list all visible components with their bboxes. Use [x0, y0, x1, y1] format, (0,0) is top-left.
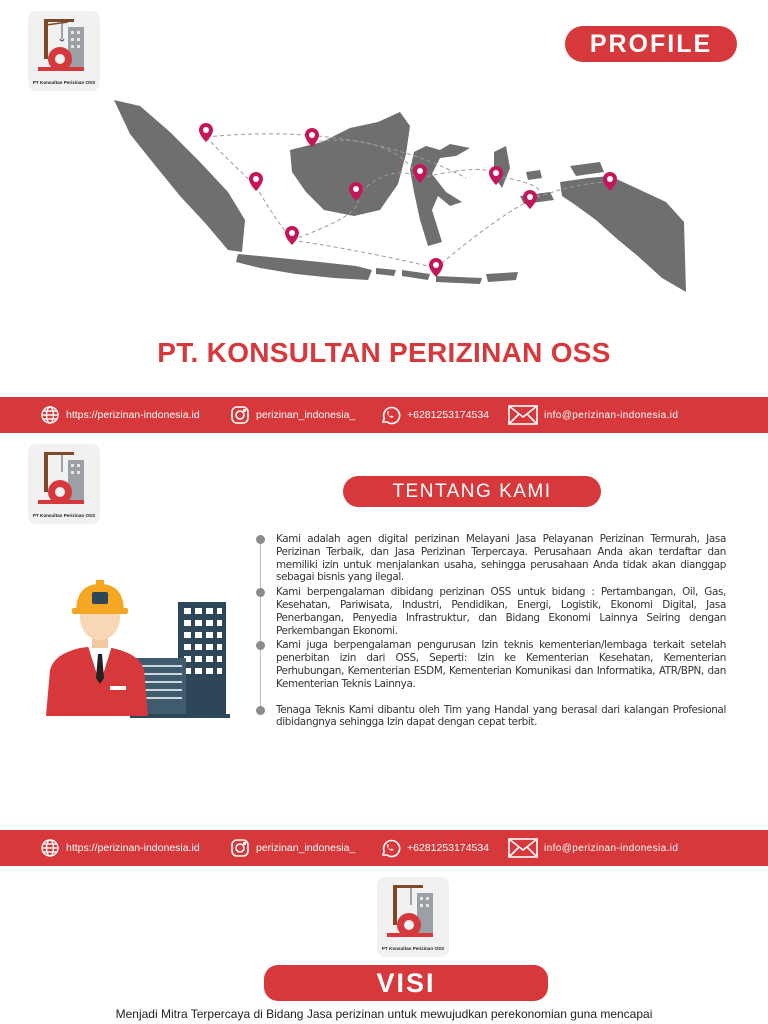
globe-icon — [40, 838, 60, 858]
email-address[interactable]: info@perizinan-indonesia.id — [544, 842, 679, 854]
contact-instagram[interactable] — [230, 397, 355, 433]
indonesia-map — [110, 92, 690, 322]
about-item-text: Tenaga Teknis Kami dibantu oleh Tim yang Handal yang berasal dari kalangan Profesional dibidangnya sehingga Izin dapat dengan cepat terbit. — [276, 703, 726, 729]
logo-caption: PT Konsultan Perizinan OSS — [32, 513, 96, 518]
company-logo — [28, 11, 100, 91]
visi-title-badge: VISI — [264, 965, 548, 1001]
crane-gear-icon — [387, 881, 439, 939]
instagram-handle[interactable]: perizinan_indonesia_ — [256, 842, 356, 854]
instagram-icon — [230, 405, 250, 425]
bullet-dot — [256, 588, 265, 597]
logo-caption: PT Konsultan Perizinan OSS — [32, 80, 96, 85]
about-item-text: Kami juga berpengalaman pengurusan Izin teknis kementerian/lembaga terkait setelah penerbitan izin dari OSS, Seperti: Izin ke Kementerian Kesehatan, Kementerian Perhubungan, Kementerian ESDM, Kementerian Komunikasi dan Informatika, ATR/BPN, dan Kementerian Teknis Lainnya. — [276, 639, 726, 690]
about-item-text: Kami adalah agen digital perizinan Melayani Jasa Pelayanan Perizinan Termurah, Jasa Perizinan Terbaik, dan Jasa Perizinan Terpercaya. Perusahaan Anda akan terdaftar dan memiliki izin untuk menjalankan usaha, sehingga perusahaan Anda tidak akan dianggap sebagai bisnis yang ilegal. — [276, 533, 726, 584]
about-item — [256, 639, 726, 690]
contact-instagram[interactable] — [230, 830, 355, 866]
company-logo-3 — [377, 877, 449, 957]
bullet-dot — [256, 641, 265, 650]
worker-building-illustration — [40, 574, 235, 724]
about-list — [256, 533, 726, 729]
profile-badge: PROFILE — [565, 26, 737, 62]
contact-whatsapp[interactable] — [379, 830, 489, 866]
about-item — [256, 586, 726, 637]
whatsapp-icon — [379, 404, 401, 426]
logo-caption: PT Konsultan Perizinan OSS — [381, 946, 445, 951]
about-item — [256, 704, 726, 730]
visi-text: Menjadi Mitra Terpercaya di Bidang Jasa perizinan untuk mewujudkan perekonomian guna mencapai — [115, 1007, 653, 1021]
company-name-title: PT. KONSULTAN PERIZINAN OSS — [157, 337, 611, 368]
website-link[interactable]: https://perizinan-indonesia.id — [66, 842, 200, 854]
envelope-icon — [508, 838, 538, 858]
whatsapp-number[interactable]: +6281253174534 — [407, 842, 490, 854]
contact-email[interactable] — [508, 397, 678, 433]
contact-whatsapp[interactable] — [379, 397, 489, 433]
contact-website[interactable] — [40, 830, 200, 866]
whatsapp-icon — [379, 837, 401, 859]
instagram-icon — [230, 838, 250, 858]
crane-gear-icon — [38, 15, 90, 73]
crane-gear-icon — [38, 448, 90, 506]
contact-email[interactable] — [508, 830, 678, 866]
about-title-badge: TENTANG KAMI — [343, 476, 601, 507]
bullet-dot — [256, 706, 265, 715]
whatsapp-number[interactable]: +6281253174534 — [407, 409, 490, 421]
contact-website[interactable] — [40, 397, 200, 433]
about-item — [256, 533, 726, 584]
envelope-icon — [508, 405, 538, 425]
bullet-dot — [256, 535, 265, 544]
about-item-text: Kami berpengalaman dibidang perizinan OSS untuk bidang : Pertambangan, Oil, Gas, Kesehatan, Pariwisata, Industri, Pendidikan, Energi, Logistik, Ekonomi Digital, Jasa Penerbangan, Penyedia Infrastruktur, dan Bidang Ekonomi Lainnya Seiring dengan Perkembangan Ekonomi. — [276, 586, 726, 637]
globe-icon — [40, 405, 60, 425]
website-link[interactable]: https://perizinan-indonesia.id — [66, 409, 200, 421]
email-address[interactable]: info@perizinan-indonesia.id — [544, 409, 679, 421]
contact-bar-bottom — [0, 830, 768, 866]
instagram-handle[interactable]: perizinan_indonesia_ — [256, 409, 356, 421]
company-logo-2 — [28, 444, 100, 524]
contact-bar-top — [0, 397, 768, 433]
